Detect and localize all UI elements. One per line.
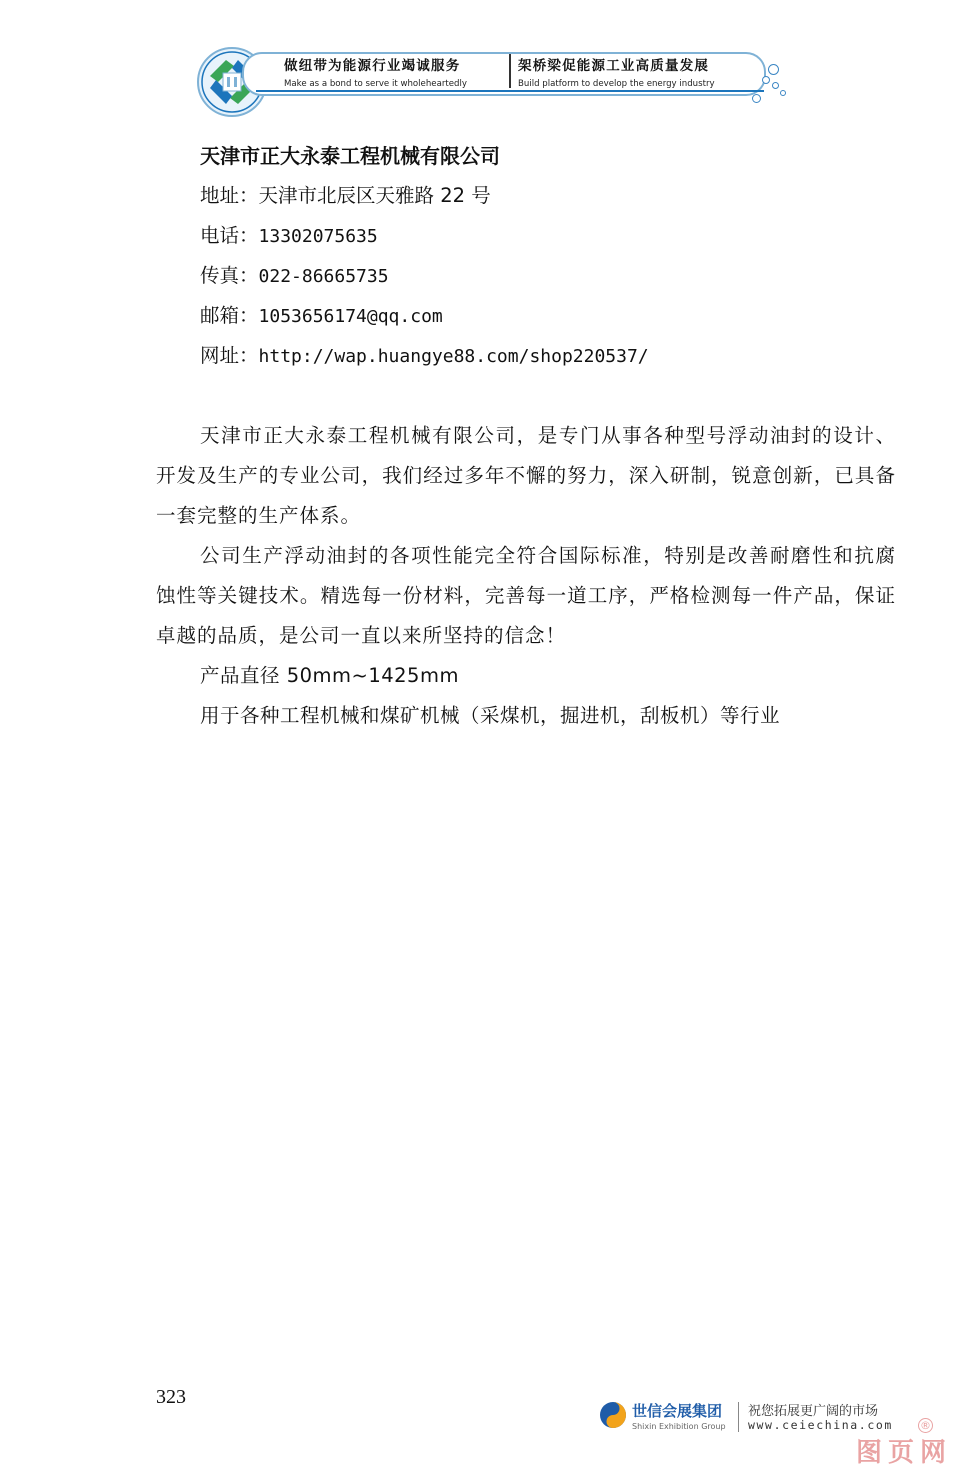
slogan-right-cn: 架桥梁促能源工业高质量发展	[518, 58, 710, 74]
header-divider	[509, 54, 511, 88]
address-label: 地址：	[200, 184, 259, 207]
diameter-line: 产品直径 50mm~1425mm	[200, 664, 459, 687]
decor-bubble	[762, 76, 770, 84]
brand-url[interactable]: www.ceiechina.com	[748, 1418, 893, 1432]
brand-divider	[738, 1402, 739, 1432]
watermark: 图页网	[856, 1438, 953, 1468]
fax-value: 022-86665735	[258, 266, 389, 287]
header-slogan-right	[518, 54, 768, 89]
website-label: 网址：	[200, 344, 259, 367]
phone-value: 13302075635	[258, 226, 378, 247]
company-name: 天津市正大永泰工程机械有限公司	[200, 144, 500, 168]
registered-mark: ®	[920, 1419, 931, 1432]
slogan-right-en: Build platform to develop the energy industry	[518, 79, 715, 89]
decor-bubble	[752, 94, 761, 103]
decor-bubble	[780, 90, 786, 96]
footer-brand	[598, 1396, 898, 1440]
brand-english-name: Shixin Exhibition Group	[632, 1422, 726, 1431]
spacer	[156, 376, 896, 416]
website-line	[200, 336, 896, 376]
decor-bubble	[768, 64, 779, 75]
intro-paragraph: 天津市正大永泰工程机械有限公司，是专门从事各种型号浮动油封的设计、开发及生产的专业公司，我们经过多年不懈的努力，深入研制，锐意创新，已具备一套完整的生产体系。	[156, 424, 896, 527]
brand-slogan: 祝您拓展更广阔的市场	[748, 1404, 879, 1419]
usage-line: 用于各种工程机械和煤矿机械（采煤机，掘进机，刮板机）等行业	[200, 704, 781, 727]
slogan-left-cn: 做纽带为能源行业竭诚服务	[284, 58, 461, 74]
header-banner	[196, 42, 796, 118]
header-underline	[256, 90, 764, 92]
page-content	[156, 136, 896, 736]
quality-paragraph: 公司生产浮动油封的各项性能完全符合国际标准，特别是改善耐磨性和抗腐蚀性等关键技术。精选每一份材料，完善每一道工序，严格检测每一件产品，保证卓越的品质，是公司一直以来所坚持的信念！	[156, 544, 896, 647]
phone-line	[200, 216, 896, 256]
header-slogan-left	[284, 54, 508, 89]
email-line	[200, 296, 896, 336]
fax-line	[200, 256, 896, 296]
phone-label: 电话：	[200, 224, 259, 247]
address-value: 天津市北辰区天雅路 22 号	[258, 184, 491, 207]
fax-label: 传真：	[200, 264, 259, 287]
address-line	[200, 176, 896, 216]
email-label: 邮箱：	[200, 304, 259, 327]
slogan-left-en: Make as a bond to serve it wholeheartedly	[284, 79, 467, 89]
brand-name: 世信会展集团	[632, 1402, 723, 1420]
website-link[interactable]: http://wap.huangye88.com/shop220537/	[258, 346, 649, 367]
decor-bubble	[772, 82, 779, 89]
shixin-logo-icon	[598, 1400, 628, 1430]
email-value: 1053656174@qq.com	[258, 306, 443, 327]
page-number: 323	[156, 1386, 186, 1408]
